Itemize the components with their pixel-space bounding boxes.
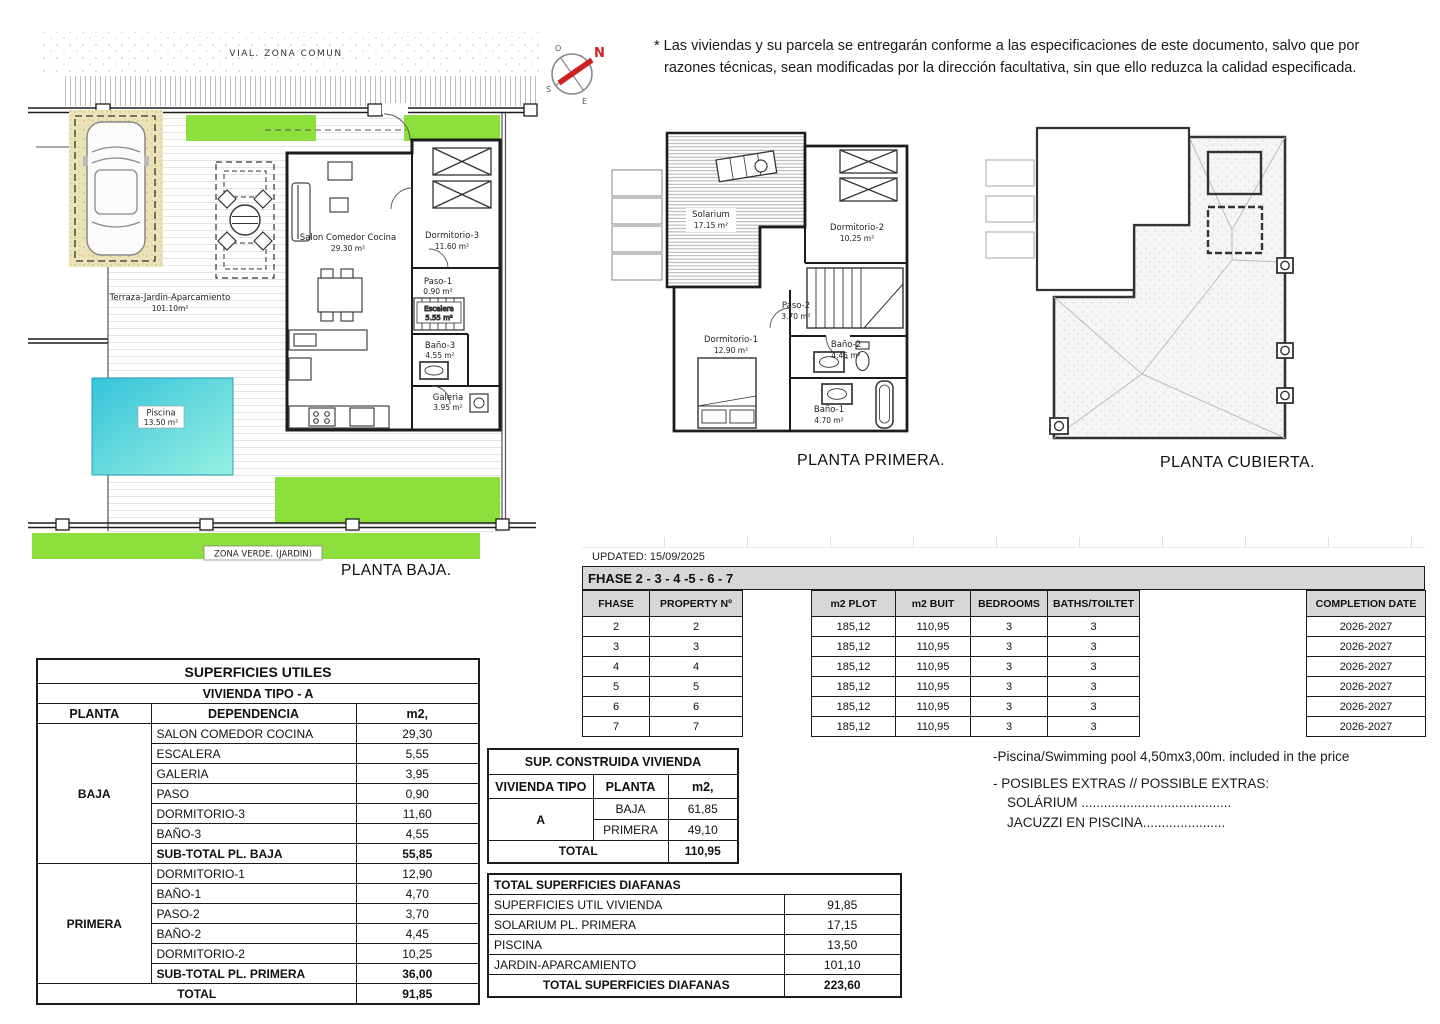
table-row: BAÑO-1 4,70: [37, 884, 479, 904]
compass-west-label: O: [555, 44, 562, 53]
sup-construida-table: [487, 748, 739, 864]
room-label-dormitorio3: Dormitorio-3: [425, 231, 479, 241]
vial-zona-comun-strip: [43, 32, 543, 106]
floorplan-planta-primera: [598, 118, 948, 488]
vivienda-tipo-cell: A: [488, 799, 593, 841]
table-row: GALERIA 3,95: [37, 764, 479, 784]
room-label-paso1: Paso-1: [423, 277, 453, 287]
total-row: TOTAL SUPERFICIES DIAFANAS 223,60: [488, 975, 901, 997]
table-row: PASO 0,90: [37, 784, 479, 804]
planta-baja-cell: BAJA: [37, 724, 151, 864]
table-row: DORMITORIO-2 10,25: [37, 944, 479, 964]
caption-planta-primera: PLANTA PRIMERA.: [797, 452, 945, 469]
col-completion: COMPLETION DATE: [1307, 591, 1426, 617]
table-row: BAÑO-2 4,45: [37, 924, 479, 944]
room-area-piscina: 13.50 m²: [143, 418, 179, 427]
floorplan-planta-cubierta: [982, 112, 1312, 462]
side-table: [755, 160, 767, 172]
caption-planta-baja: PLANTA BAJA.: [341, 562, 452, 579]
room-area-bano2: 4.45 m²: [831, 351, 861, 360]
room-area-dormitorio1: 12.90 m²: [713, 346, 749, 355]
galeria-appliance: [470, 394, 488, 412]
room-area-escalera: 5.55 m²: [425, 314, 453, 322]
table-row: JARDIN-APARCAMIENTO 101,10: [488, 955, 901, 975]
room-area-dormitorio2: 10.25 m²: [839, 234, 875, 243]
table-row: A BAJA 61,85: [488, 799, 738, 820]
room-area-dormitorio3: 11.60 m²: [434, 242, 470, 251]
caption-planta-cubierta: PLANTA CUBIERTA.: [1160, 454, 1315, 471]
room-label-escalera: Escalera: [424, 305, 454, 313]
superficies-title: SUPERFICIES UTILES: [37, 659, 479, 684]
col-baths: BATHS/TOILTET: [1048, 591, 1140, 617]
superficies-header-row: PLANTA DEPENDENCIA m2,: [37, 704, 479, 724]
spreadsheet-gridlines: [582, 537, 1425, 548]
compass-east-label: E: [582, 97, 588, 106]
table-row: BAJA SALON COMEDOR COCINA 29,30: [37, 724, 479, 744]
disclaimer-text: * Las viviendas y su parcela se entregarán conforme a las especificaciones de este documento, salvo que por razones técnicas, sean modificadas por la dirección facultativa, sin que ello reduzca la calidad especificada.: [654, 38, 1360, 76]
phase-header-row: [583, 591, 1426, 617]
pergola-bars-roof: [986, 160, 1034, 258]
diafanas-table: [487, 873, 902, 998]
room-label-salon: Salon Comedor Cocina: [299, 233, 397, 243]
room-label-bano1: Baño-1: [813, 405, 845, 415]
table-row: PRIMERA 49,10: [488, 820, 738, 841]
construida-title: SUP. CONSTRUIDA VIVIENDA: [488, 749, 738, 775]
room-label-bano2: Baño-2: [830, 340, 862, 350]
room-area-salon: 29.30 m²: [330, 244, 366, 253]
table-row: BAÑO-3 4,55: [37, 824, 479, 844]
updated-label: UPDATED: 15/09/2025: [592, 551, 705, 563]
room-label-dormitorio2: Dormitorio-2: [830, 223, 884, 233]
superficies-subtitle: VIVIENDA TIPO - A: [37, 684, 479, 704]
planta-primera-cell: PRIMERA: [37, 864, 151, 984]
table-row: SUPERFICIES UTIL VIVIENDA 91,85: [488, 895, 901, 915]
room-label-bano3: Baño-3: [424, 341, 456, 351]
room-label-paso2: Paso-2: [781, 301, 811, 311]
total-row: TOTAL 91,85: [37, 984, 479, 1005]
note-extra-solarium: SOLÁRIUM ........................................: [1007, 795, 1232, 811]
phase-table: [582, 537, 1425, 737]
svg-text:ZONA VERDE. (JARDIN): ZONA VERDE. (JARDIN): [214, 549, 312, 560]
bathroom3-fixtures: [420, 362, 448, 379]
total-row: TOTAL 110,95: [488, 841, 738, 863]
table-row: PISCINA 13,50: [488, 935, 901, 955]
compass-north-label: N: [594, 46, 605, 61]
car-icon: [83, 122, 149, 255]
room-label-piscina: Piscina: [146, 408, 176, 419]
subtotal-row-baja: SUB-TOTAL PL. BAJA 55,85: [37, 844, 479, 864]
table-row: 6 6 185,12 110,95 3 3 2026-2027: [583, 697, 1426, 717]
room-area-bano3: 4.55 m²: [425, 351, 455, 360]
compass-south-label: S: [546, 85, 552, 94]
phase-data-table: [582, 590, 1426, 737]
subtotal-row-primera: SUB-TOTAL PL. PRIMERA 36,00: [37, 964, 479, 984]
vial-label: VIAL. ZONA COMUN: [229, 49, 343, 59]
diafanas-title: TOTAL SUPERFICIES DIAFANAS: [488, 874, 901, 895]
room-area-paso1: 0.90 m²: [423, 287, 453, 296]
room-label-terraza: Terraza-Jardin-Aparcamiento: [109, 293, 231, 303]
table-row: ESCALERA 5,55: [37, 744, 479, 764]
zona-verde-label: [204, 546, 322, 560]
table-row: 5 5 185,12 110,95 3 3 2026-2027: [583, 677, 1426, 697]
note-extras: - POSIBLES EXTRAS // POSSIBLE EXTRAS:: [993, 775, 1270, 791]
table-row: 7 7 185,12 110,95 3 3 2026-2027: [583, 717, 1426, 737]
superficies-utiles-table: [36, 658, 480, 1005]
room-area-paso2: 3.70 m²: [781, 312, 811, 321]
stairs-baja: [414, 298, 464, 330]
room-label-dormitorio1: Dormitorio-1: [704, 335, 758, 345]
swimming-pool: [92, 378, 233, 475]
room-label-solarium: Solarium: [692, 210, 730, 220]
room-area-bano1: 4.70 m²: [814, 416, 844, 425]
room-area-terraza: 101.10m²: [151, 304, 189, 313]
table-row: DORMITORIO-3 11,60: [37, 804, 479, 824]
table-row: PASO-2 3,70: [37, 904, 479, 924]
phase-banner: FHASE 2 - 3 - 4 -5 - 6 - 7: [582, 566, 1425, 590]
col-m2buit: m2 BUIT: [896, 591, 971, 617]
table-row: 2 2 185,12 110,95 3 3 2026-2027: [583, 617, 1426, 637]
parking-area: [69, 110, 163, 267]
table-row: 3 3 185,12 110,95 3 3 2026-2027: [583, 637, 1426, 657]
room-area-solarium: 17.15 m²: [693, 221, 729, 230]
col-m2plot: m2 PLOT: [812, 591, 896, 617]
floorplan-planta-baja: [28, 28, 568, 573]
col-fhase: FHASE: [583, 591, 650, 617]
table-row: SOLARIUM PL. PRIMERA 17,15: [488, 915, 901, 935]
notes-block: [993, 747, 1353, 832]
room-area-galeria: 3.95 m²: [433, 403, 463, 412]
bed-dormitorio1: [698, 358, 756, 428]
table-row: PRIMERA DORMITORIO-1 12,90: [37, 864, 479, 884]
table-row: 4 4 185,12 110,95 3 3 2026-2027: [583, 657, 1426, 677]
construida-header-row: VIVIENDA TIPO PLANTA m2,: [488, 775, 738, 799]
stairs-primera: [807, 268, 903, 328]
note-extra-jacuzzi: JACUZZI EN PISCINA......................: [1007, 814, 1226, 830]
col-bedrooms: BEDROOMS: [971, 591, 1048, 617]
col-property: PROPERTY Nº: [650, 591, 743, 617]
note-pool: -Piscina/Swimming pool 4,50mx3,00m. included in the price: [993, 749, 1350, 764]
compass-icon: [538, 26, 608, 111]
room-label-galeria: Galeria: [432, 393, 464, 403]
pergola-bars: [612, 170, 662, 280]
